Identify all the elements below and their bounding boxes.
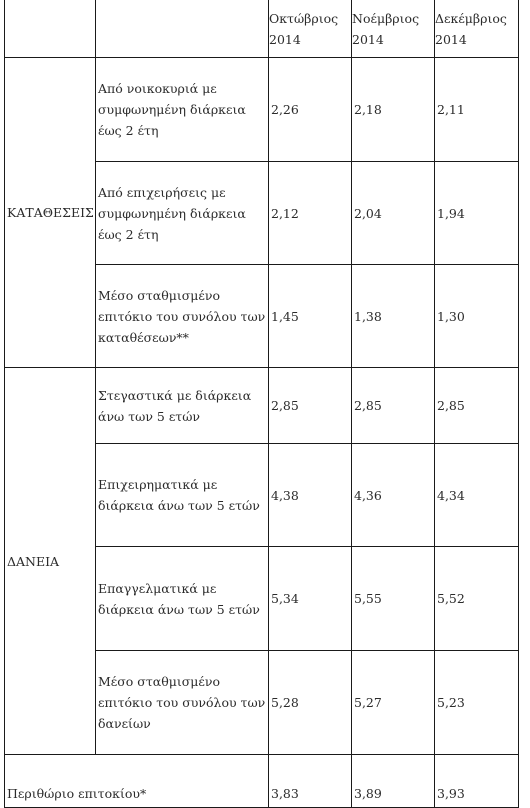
margin-label-cell xyxy=(5,755,269,808)
value-cell: 2,12 xyxy=(269,162,352,265)
row-label: Επαγγελματικά με διάρκεια άνω των 5 ετών xyxy=(96,547,269,651)
header-month-3: Δεκέμβριος 2014 xyxy=(435,0,519,58)
value-cell: 1,94 xyxy=(435,162,519,265)
value-cell: 5,27 xyxy=(352,651,435,755)
row-label: Από νοικοκυριά με συμφωνημένη διάρκεια έως 2 έτη xyxy=(96,58,269,162)
value-cell: 1,30 xyxy=(435,265,519,368)
row-label: Μέσο σταθμισμένο επιτόκιο του συνόλου των δανείων xyxy=(96,651,269,755)
value-cell: 5,52 xyxy=(435,547,519,651)
value-cell: 1,38 xyxy=(352,265,435,368)
margin-label: Περιθώριο επιτοκίου* xyxy=(7,785,147,801)
value-cell: 3,93 xyxy=(435,755,519,808)
value-cell: 3,83 xyxy=(269,755,352,808)
row-label: Επιχειρηματικά με διάρκεια άνω των 5 ετών xyxy=(96,444,269,547)
row-label: Μέσο σταθμισμένο επιτόκιο του συνόλου των καταθέσεων** xyxy=(96,265,269,368)
value-cell: 5,34 xyxy=(269,547,352,651)
deposits-category-cell: ΚΑΤΑΘΕΣΕΙΣ xyxy=(5,58,96,368)
row-label: Από επιχειρήσεις με συμφωνημένη διάρκεια έως 2 έτη xyxy=(96,162,269,265)
value-cell: 3,89 xyxy=(352,755,435,808)
table-row xyxy=(5,368,519,444)
value-cell: 2,85 xyxy=(352,368,435,444)
value-cell: 5,23 xyxy=(435,651,519,755)
header-month-1: Οκτώβριος 2014 xyxy=(269,0,352,58)
value-cell: 4,34 xyxy=(435,444,519,547)
table-row xyxy=(5,755,519,808)
value-cell: 4,36 xyxy=(352,444,435,547)
table-header-row xyxy=(5,0,519,58)
table-row xyxy=(5,58,519,162)
row-label: Στεγαστικά με διάρκεια άνω των 5 ετών xyxy=(96,368,269,444)
value-cell: 5,28 xyxy=(269,651,352,755)
value-cell: 2,26 xyxy=(269,58,352,162)
value-cell: 1,45 xyxy=(269,265,352,368)
header-month-2: Νοέμβριος 2014 xyxy=(352,0,435,58)
value-cell: 2,04 xyxy=(352,162,435,265)
header-empty-description xyxy=(96,0,269,58)
value-cell: 2,18 xyxy=(352,58,435,162)
value-cell: 2,85 xyxy=(269,368,352,444)
header-empty-category xyxy=(5,0,96,58)
loans-category-cell: ΔΑΝΕΙΑ xyxy=(5,368,96,755)
interest-rates-table xyxy=(4,0,519,808)
value-cell: 2,11 xyxy=(435,58,519,162)
value-cell: 2,85 xyxy=(435,368,519,444)
value-cell: 5,55 xyxy=(352,547,435,651)
value-cell: 4,38 xyxy=(269,444,352,547)
